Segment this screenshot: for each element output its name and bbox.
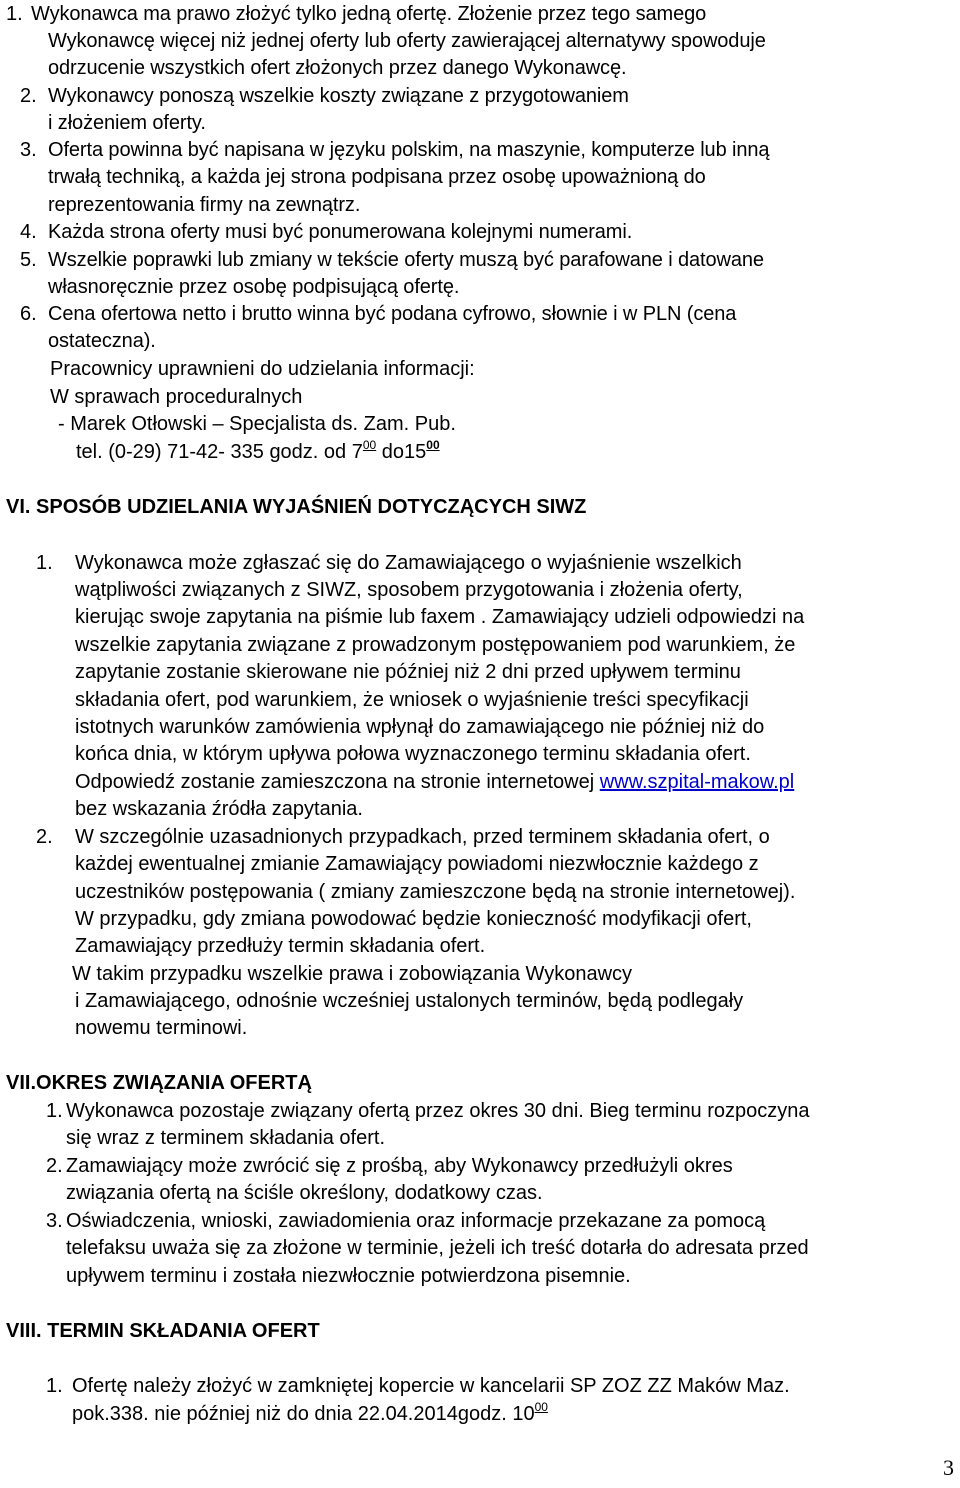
deadline-text: pok.338. nie później niż do dnia 22.04.2014godz. 10 (72, 1403, 535, 1425)
list-item-text: upływem terminu i została niezwłocznie potwierdzona pisemnie. (66, 1265, 631, 1287)
link-prefix-text: Odpowiedź zostanie zamieszczona na stronie internetowej (75, 771, 600, 793)
section-heading: VII.OKRES ZWIĄZANIA OFERTĄ (6, 1072, 312, 1094)
list-item-text: związania ofertą na ściśle określony, dodatkowy czas. (66, 1182, 543, 1204)
list-number: 1. (36, 552, 53, 574)
paragraph-line: kierując swoje zapytania na piśmie lub faxem . Zamawiający udzieli odpowiedzi na (75, 606, 805, 628)
page-number: 3 (943, 1455, 954, 1480)
section-heading: VI. SPOSÓB UDZIELANIA WYJAŚNIEŃ DOTYCZĄCYCH SIWZ (6, 496, 587, 518)
contact-heading: Pracownicy uprawnieni do udzielania informacji: (50, 358, 475, 380)
time-superscript: 00 (426, 438, 440, 452)
paragraph-line: W przypadku, gdy zmiana powodować będzie konieczność modyfikacji ofert, (75, 908, 752, 930)
section-heading: VIII. TERMIN SKŁADANIA OFERT (6, 1320, 320, 1342)
list-item-text: Oferta powinna być napisana w języku polskim, na maszynie, komputerze lub inną (48, 139, 770, 161)
paragraph-line: bez wskazania źródła zapytania. (75, 798, 363, 820)
list-number: 1. (46, 1100, 63, 1122)
list-item-text: się wraz z terminem składania ofert. (66, 1127, 386, 1149)
paragraph-line: Zamawiający przedłuży termin składania ofert. (75, 935, 486, 957)
list-item-text: i złożeniem oferty. (48, 112, 206, 134)
paragraph-line (75, 770, 794, 794)
time-superscript: 00 (534, 1400, 548, 1414)
list-number: 2. (20, 85, 37, 107)
list-number: 1. (6, 3, 23, 25)
paragraph-line: każdej ewentualnej zmianie Zamawiający powiadomi niezwłocznie każdego z (75, 853, 759, 875)
list-item-text: Wykonawca pozostaje związany ofertą przez okres 30 dni. Bieg terminu rozpoczyna (66, 1100, 810, 1122)
list-item-text: Zamawiający może zwrócić się z prośbą, aby Wykonawcy przedłużyli okres (66, 1155, 733, 1177)
list-item-text: Oświadczenia, wnioski, zawiadomienia oraz informacje przekazane za pomocą (66, 1210, 766, 1232)
paragraph-line: Wykonawca może zgłaszać się do Zamawiającego o wyjaśnienie wszelkich (75, 552, 742, 574)
list-item-text: ostateczna). (48, 330, 156, 352)
paragraph-line: W szczególnie uzasadnionych przypadkach, przed terminem składania ofert, o (75, 826, 770, 848)
list-number: 2. (46, 1155, 63, 1177)
list-item-text: reprezentowania firmy na zewnątrz. (48, 194, 361, 216)
list-number: 5. (20, 249, 37, 271)
list-item-text: Cena ofertowa netto i brutto winna być podana cyfrowo, słownie i w PLN (cena (48, 303, 737, 325)
list-item-text (72, 1402, 548, 1426)
phone-text: tel. (0-29) 71-42- 335 godz. od 7 (76, 441, 363, 463)
paragraph-line: zapytanie zostanie skierowane nie później niż 2 dni przed upływem terminu (75, 661, 741, 683)
list-item-text: Ofertę należy złożyć w zamkniętej kopercie w kancelarii SP ZOZ ZZ Maków Maz. (72, 1375, 790, 1397)
phone-text-mid: do15 (376, 441, 427, 463)
paragraph-line: uczestników postępowania ( zmiany zamieszczone będą na stronie internetowej). (75, 881, 796, 903)
paragraph-line: wszelkie zapytania związane z prowadzonym postępowaniem pod warunkiem, że (75, 634, 796, 656)
list-item-text: Wykonawca ma prawo złożyć tylko jedną ofertę. Złożenie przez tego samego (31, 3, 707, 25)
list-item-text: Wykonawcy ponoszą wszelkie koszty związane z przygotowaniem (48, 85, 629, 107)
paragraph-line: wątpliwości związanych z SIWZ, sposobem przygotowania i złożenia oferty, (75, 579, 743, 601)
list-number: 3. (20, 139, 37, 161)
list-item-text: Każda strona oferty musi być ponumerowana kolejnymi numerami. (48, 221, 633, 243)
list-number: 2. (36, 826, 53, 848)
paragraph-line: końca dnia, w którym upływa połowa wyznaczonego terminu składania ofert. (75, 743, 751, 765)
list-item-text: Wykonawcę więcej niż jednej oferty lub oferty zawierającej alternatywy spowoduje (48, 30, 766, 52)
paragraph-line: W takim przypadku wszelkie prawa i zobowiązania Wykonawcy (72, 963, 633, 985)
list-number: 6. (20, 303, 37, 325)
time-superscript: 00 (362, 438, 377, 452)
list-item-text: własnoręcznie przez osobę podpisującą ofertę. (48, 276, 460, 298)
paragraph-line: i Zamawiającego, odnośnie wcześniej ustalonych terminów, będą podlegały (75, 990, 744, 1012)
paragraph-line: składania ofert, pod warunkiem, że wniosek o wyjaśnienie treści specyfikacji (75, 689, 749, 711)
list-item-text: odrzucenie wszystkich ofert złożonych przez danego Wykonawcę. (48, 57, 627, 79)
paragraph-line: nowemu terminowi. (75, 1017, 248, 1039)
list-item-text: Wszelkie poprawki lub zmiany w tekście oferty muszą być parafowane i datowane (48, 249, 764, 271)
list-number: 1. (46, 1375, 63, 1397)
list-item-text: trwałą techniką, a każda jej strona podpisana przez osobę upoważnioną do (48, 166, 706, 188)
list-number: 4. (20, 221, 37, 243)
list-item-text: telefaksu uważa się za złożone w terminie, jeżeli ich treść dotarła do adresata przed (66, 1237, 809, 1259)
paragraph-line: istotnych warunków zamówienia wpłynął do zamawiającego nie później niż do (75, 716, 765, 738)
list-number: 3. (46, 1210, 63, 1232)
contact-phone (76, 440, 440, 464)
contact-subheading: W sprawach proceduralnych (50, 386, 303, 408)
website-link[interactable]: www.szpital-makow.pl (599, 771, 795, 793)
contact-person: - Marek Otłowski – Specjalista ds. Zam. Pub. (58, 413, 456, 435)
